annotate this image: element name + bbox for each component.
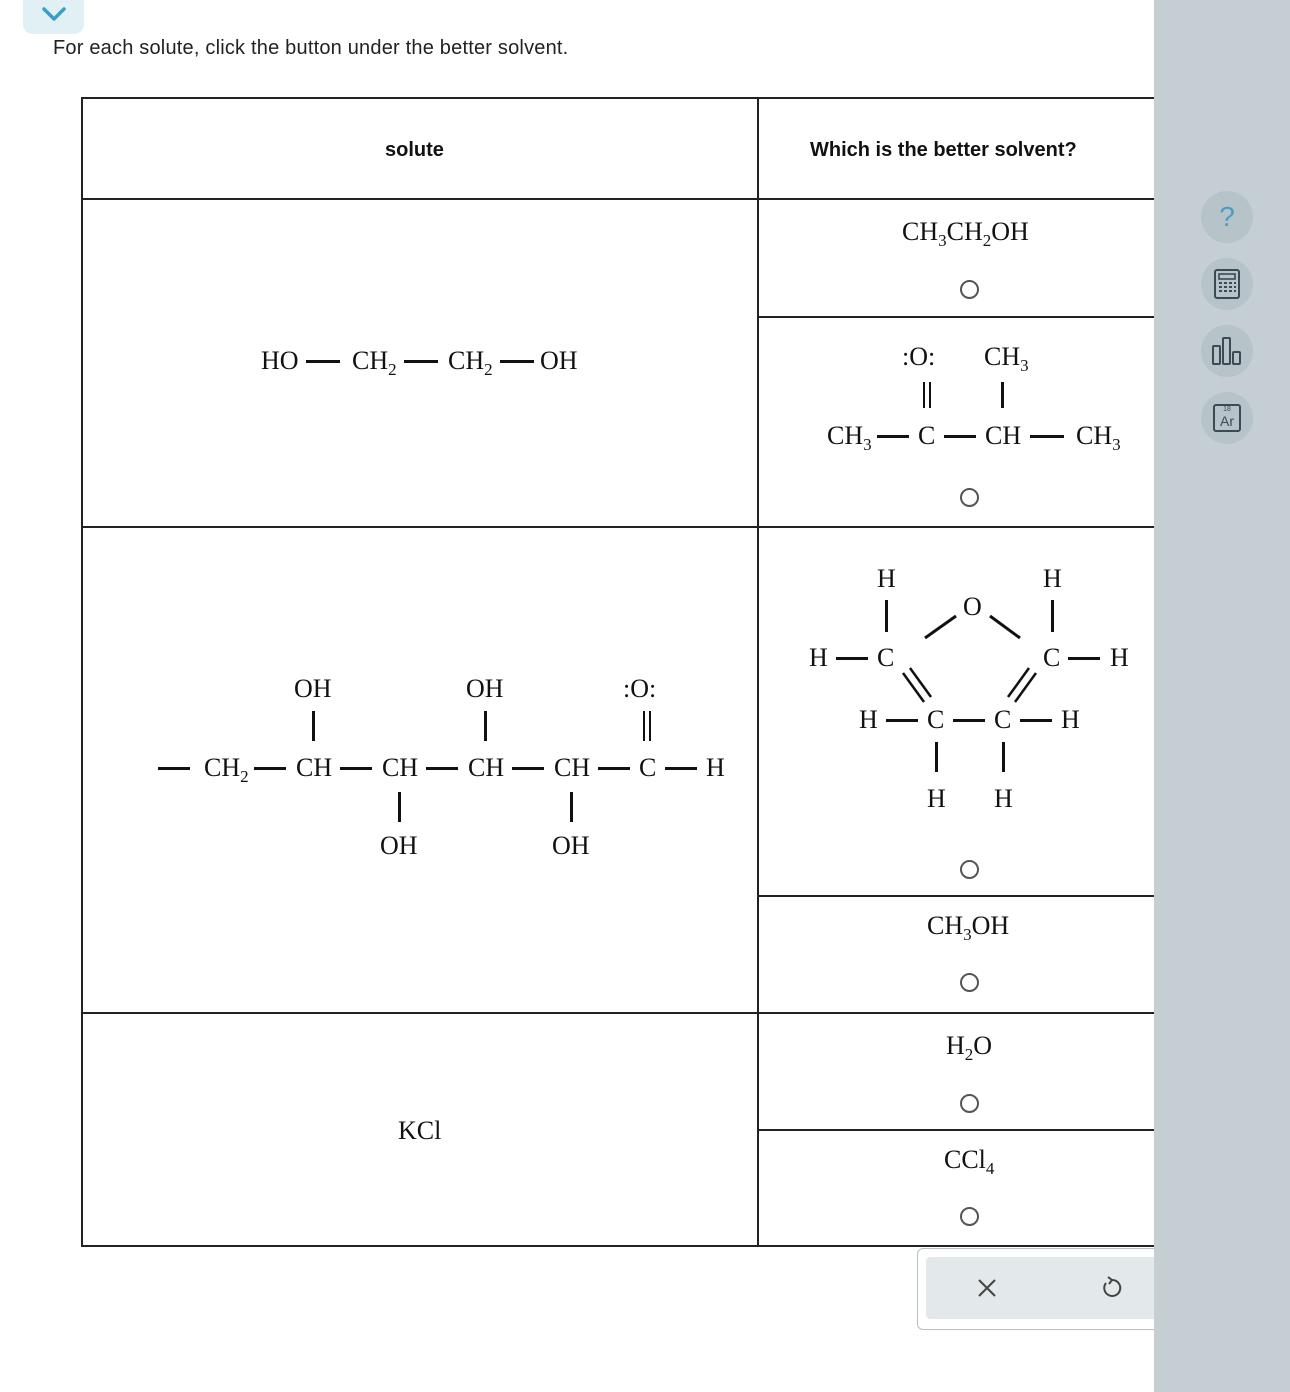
- atom-label: H: [809, 643, 828, 672]
- action-bar-inner: [926, 1257, 1155, 1319]
- ch2-group: [352, 346, 397, 379]
- atom-label: H: [859, 705, 878, 734]
- solvent-ethanol: [902, 217, 1029, 250]
- subscript: 4: [985, 1159, 995, 1178]
- subscript: 2: [982, 231, 992, 250]
- atom-label: O: [973, 1031, 993, 1060]
- atom-label: C: [1043, 643, 1061, 672]
- radio-ccl4[interactable]: [960, 1207, 979, 1226]
- atom-label: CH: [902, 217, 939, 246]
- atom-label: CH: [985, 421, 1022, 450]
- atom-label: OH: [991, 217, 1029, 246]
- atom-label: H: [706, 753, 725, 782]
- radio-ketone[interactable]: [960, 488, 979, 507]
- atom-label: CH: [984, 342, 1021, 371]
- calculator-button[interactable]: [1201, 258, 1253, 310]
- radio-ethanol[interactable]: [960, 280, 979, 299]
- solvent-column-header: Which is the better solvent?: [810, 139, 1077, 161]
- ch2-group: [204, 753, 249, 786]
- atom-label: C: [918, 421, 936, 450]
- atom-label: OH: [294, 674, 332, 703]
- ch2-group: [448, 346, 493, 379]
- subscript: 3: [1020, 356, 1029, 375]
- atom-label: H: [1110, 643, 1129, 672]
- atom-label: OH: [466, 674, 504, 703]
- furan-ring-bonds: [800, 560, 1140, 820]
- ch3-group: [1076, 421, 1121, 454]
- subscript: 2: [388, 360, 397, 379]
- instructions-text: For each solute, click the button under the better solvent.: [53, 37, 569, 59]
- solute-column-header: solute: [385, 139, 444, 161]
- atom-label: CH: [554, 753, 591, 782]
- atom-label: H: [1061, 705, 1080, 734]
- periodic-table-button[interactable]: [1201, 392, 1253, 444]
- radio-water[interactable]: [960, 1094, 979, 1113]
- clear-button[interactable]: [970, 1271, 1004, 1305]
- undo-button[interactable]: [1095, 1271, 1129, 1305]
- subscript: 2: [484, 360, 493, 379]
- atom-label: OH: [540, 346, 578, 375]
- ch3-group: [984, 342, 1029, 375]
- radio-furan[interactable]: [960, 860, 979, 879]
- action-bar: [917, 1248, 1155, 1330]
- radio-methanol[interactable]: [960, 973, 979, 992]
- atom-label: OH: [380, 831, 418, 860]
- solvent-methanol: [927, 911, 1010, 944]
- data-chart-button[interactable]: [1201, 325, 1253, 377]
- element-number: 18: [1223, 406, 1231, 413]
- atom-label: CH: [468, 753, 505, 782]
- atom-label: CH: [204, 753, 241, 782]
- atom-label: CH: [296, 753, 333, 782]
- calculator-icon: [1214, 269, 1240, 299]
- atom-label: H: [927, 784, 946, 813]
- atom-label: O: [963, 592, 982, 621]
- atom-label: CH: [382, 753, 419, 782]
- atom-label: CH: [1076, 421, 1113, 450]
- subscript: 2: [240, 767, 249, 786]
- atom-label: :O:: [902, 342, 936, 371]
- atom-label: OH: [971, 911, 1010, 940]
- atom-label: CH: [827, 421, 864, 450]
- atom-label: CCl: [944, 1145, 986, 1174]
- atom-label: CH: [352, 346, 389, 375]
- chart-icon: [1211, 336, 1243, 366]
- atom-label: C: [639, 753, 657, 782]
- ch3-group: [827, 421, 872, 454]
- atom-label: C: [877, 643, 895, 672]
- solvent-water: [946, 1031, 993, 1064]
- atom-label: HO: [261, 346, 299, 375]
- atom-label: CH: [448, 346, 485, 375]
- atom-label: H: [994, 784, 1013, 813]
- atom-label: CH: [927, 911, 964, 940]
- atom-label: H: [946, 1031, 965, 1060]
- atom-label: C: [927, 705, 945, 734]
- periodic-table-icon: [1213, 404, 1241, 432]
- atom-label: C: [994, 705, 1012, 734]
- help-button[interactable]: [1201, 191, 1253, 243]
- atom-label: OH: [552, 831, 590, 860]
- atom-label: CH: [946, 217, 983, 246]
- undo-icon: [1100, 1276, 1124, 1300]
- subscript: 2: [964, 1045, 974, 1064]
- solvent-ccl4: [944, 1145, 995, 1178]
- subscript: 3: [863, 435, 872, 454]
- close-icon: [976, 1277, 998, 1299]
- solute-kcl: KCl: [398, 1116, 442, 1145]
- atom-label: H: [877, 564, 896, 593]
- subscript: 3: [1112, 435, 1121, 454]
- subscript: 3: [938, 231, 947, 250]
- element-symbol: Ar: [1220, 413, 1234, 429]
- atom-label: :O:: [623, 674, 657, 703]
- subscript: 3: [963, 925, 972, 944]
- help-icon: ?: [1219, 201, 1235, 232]
- atom-label: H: [1043, 564, 1062, 593]
